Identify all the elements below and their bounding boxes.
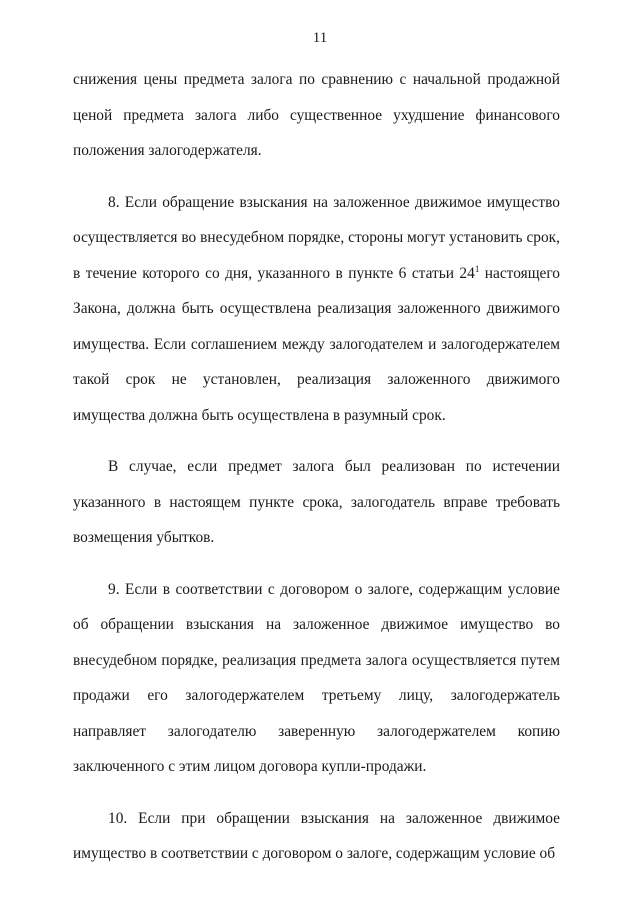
paragraph-8-text-start: 8. Если обращение взыскания на заложенное движимое имущество осуществляется во внесудебном порядке, стороны могут установить срок, в течение которого со дня, указанного в пункте 6 статьи 24 — [73, 193, 560, 282]
paragraph-8-text-end: настоящего Закона, должна быть осуществлена реализация заложенного движимого имущества. Если соглашением между залогодателем и залогодержателем такой срок не установлен, реализация заложенного движимого имущества должна быть осуществлена в разумный срок. — [73, 264, 560, 424]
paragraph-8 — [73, 185, 560, 434]
article-superscript: 1 — [474, 263, 480, 274]
paragraph-9: 9. Если в соответствии с договором о залоге, содержащим условие об обращении взыскания на заложенное движимое имущество во внесудебном порядке, реализация предмета залога осуществляется путем продажи его залогодержателем третьему лицу, залогодержатель направляет залогодателю заверенную залогодержателем копию заключенного с этим лицом договора купли-продажи. — [73, 580, 560, 775]
paragraph-10: 10. Если при обращении взыскания на заложенное движимое имущество в соответствии с договором о залоге, содержащим условие об — [73, 809, 560, 862]
paragraph-continuation: снижения цены предмета залога по сравнению с начальной продажной ценой предмета залога либо существенное ухудшение финансового положения залогодержателя. — [73, 71, 560, 159]
document-body — [73, 62, 560, 888]
page-number: 11 — [312, 30, 328, 46]
paragraph-8-second: В случае, если предмет залога был реализован по истечении указанного в настоящем пункте срока, залогодатель вправе требовать возмещения убытков. — [73, 458, 560, 546]
